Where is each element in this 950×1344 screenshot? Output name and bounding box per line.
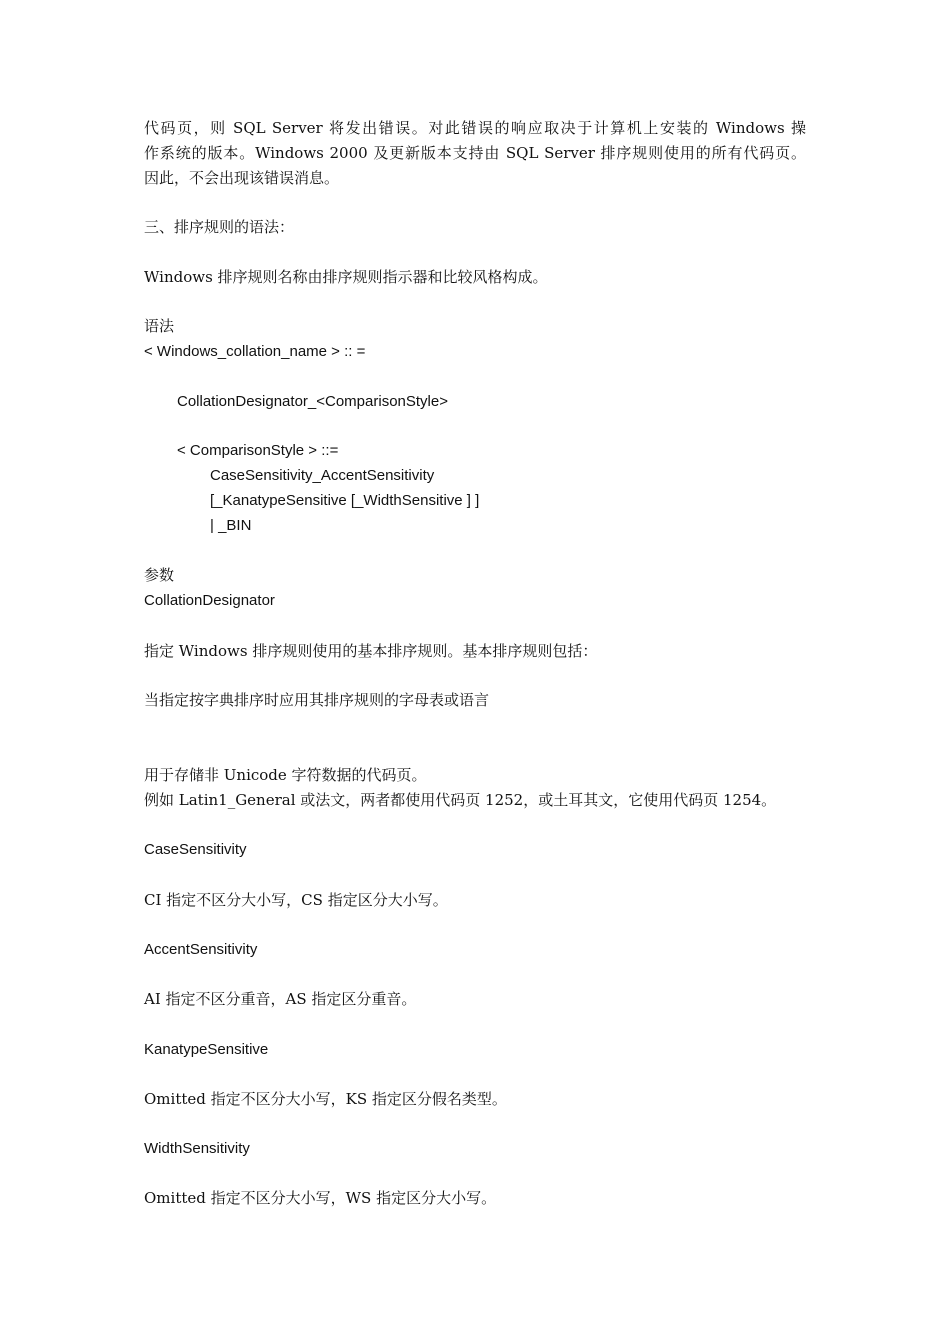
syntax-line: CollationDesignator_<ComparisonStyle> <box>177 393 448 410</box>
param-description: 指定 Windows 排序规则使用的基本排序规则。基本排序规则包括： <box>144 642 598 660</box>
param-name: CollationDesignator <box>144 592 275 609</box>
param-description: 用于存储非 Unicode 字符数据的代码页。 <box>144 766 427 784</box>
param-name: KanatypeSensitive <box>144 1041 269 1058</box>
param-name: CaseSensitivity <box>144 841 247 858</box>
param-description: Omitted 指定不区分大小写，KS 指定区分假名类型。 <box>144 1090 507 1108</box>
syntax-line: < Windows_collation_name > :: = <box>144 343 366 360</box>
paragraph-line: 作系统的版本。Windows 2000 及更新版本支持由 SQL Server 排序规则使用的所有代码页。 <box>144 144 806 162</box>
param-name: WidthSensitivity <box>144 1140 250 1157</box>
syntax-line: [_KanatypeSensitive [_WidthSensitive ] ] <box>210 492 480 509</box>
syntax-line: CaseSensitivity_AccentSensitivity <box>210 467 435 484</box>
param-name: AccentSensitivity <box>144 941 258 958</box>
section-heading: 三、排序规则的语法： <box>144 218 295 236</box>
syntax-line: | _BIN <box>210 517 252 534</box>
paragraph-line: 代码页，则 SQL Server 将发出错误。对此错误的响应取决于计算机上安装的 Windows 操 <box>144 119 806 137</box>
paragraph-line: 因此，不会出现该错误消息。 <box>144 169 340 187</box>
syntax-label: 语法 <box>144 317 175 335</box>
params-label: 参数 <box>144 566 175 584</box>
param-description: 当指定按字典排序时应用其排序规则的字母表或语言 <box>144 691 490 709</box>
param-description: 例如 Latin1_General 或法文，两者都使用代码页 1252，或土耳其文，它使用代码页 1254。 <box>144 791 777 809</box>
param-description: Omitted 指定不区分大小写，WS 指定区分大小写。 <box>144 1189 497 1207</box>
syntax-line: < ComparisonStyle > ::= <box>177 442 339 459</box>
param-description: CI 指定不区分大小写，CS 指定区分大小写。 <box>144 891 448 909</box>
param-description: AI 指定不区分重音，AS 指定区分重音。 <box>144 990 417 1008</box>
intro-text: Windows 排序规则名称由排序规则指示器和比较风格构成。 <box>144 268 548 286</box>
